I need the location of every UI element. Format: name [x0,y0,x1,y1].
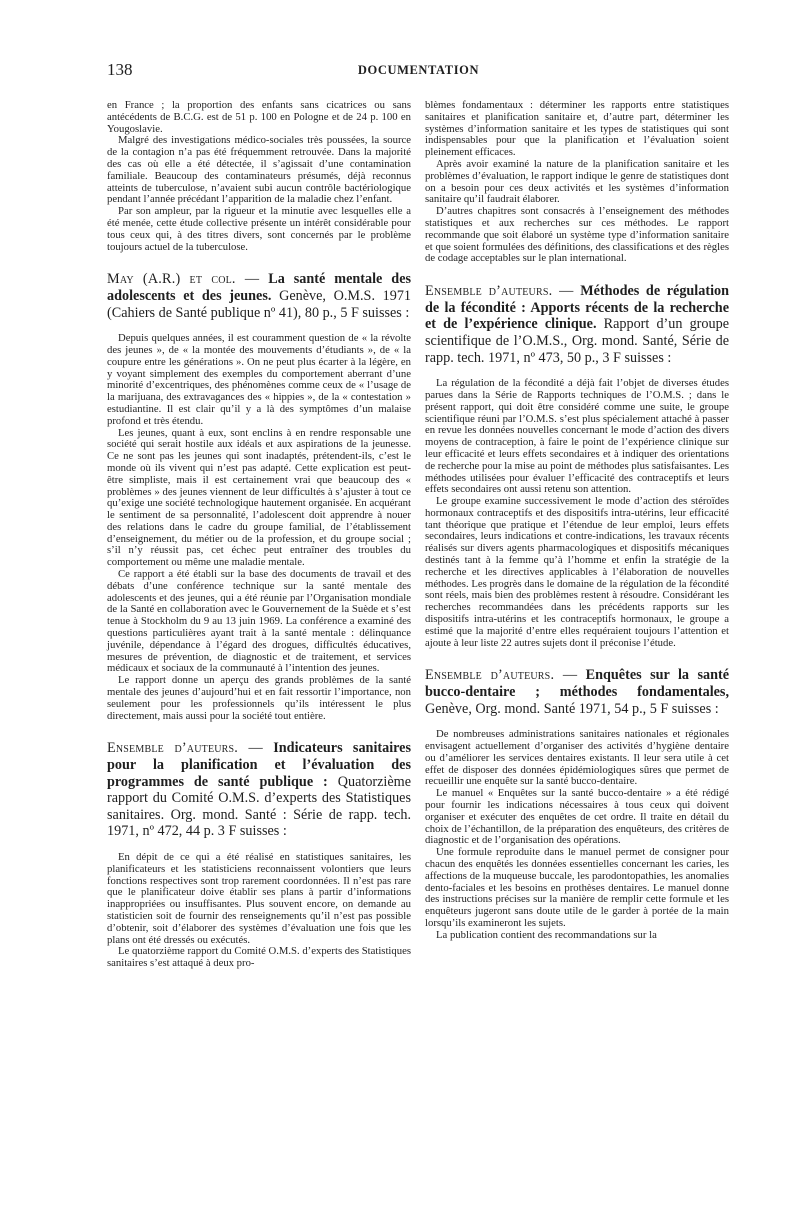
paragraph: Une formule reproduite dans le manuel permet de consigner pour chacun des enquêtés les données essentielles concernant les caries, les affections de la muqueuse buccale, les parodontopathies, les anomalies dento-faciales et les besoins en prothèses dentaires. Le manuel donne des instructions précises sur la manière de remplir cette formule et les enquêteurs jugeront sans doute utile de le garder à portée de la main lorsqu’ils examineront les sujets. [425,846,729,929]
entry-publication: Genève, Org. mond. Santé 1971, 54 p., 5 F suisses : [425,700,719,717]
running-title: DOCUMENTATION [357,63,480,77]
entry-publication: Rapport d’un groupe scientifique de l’O.M.S., Org. mond. Santé, Série de rapp. tech. 1971, nº 473, 50 p., 3 F suisses : [425,316,729,366]
entry-heading-indicateurs [107,740,411,840]
paragraph: Le manuel « Enquêtes sur la santé bucco-dentaire » a été rédigé pour fournir les indications nécessaires à tous ceux qui doivent organiser et exécuter des enquêtes de cet ordre. Il traite en détail du choix de l’échantillon, de la préparation des enquêteurs, des critères de diagnostic et de l’organisation des opérations. [425,787,729,847]
paragraph: La publication contient des recommandations sur la [436,928,657,941]
paragraph: La régulation de la fécondité a déjà fait l’objet de diverses études parues dans la Série de Rapports techniques de l’O.M.S. ; dans le présent rapport, qui doit être considéré comme une suite, le groupe scientifique réuni par l’O.M.S. s’est plus spécialement attaché à passer en revue les données nouvelles concernant le mode d’action des divers moyens de contraception, à faire le point de l’expérience clinique sur leur efficacité et leurs effets secondaires et à indiquer des orientations de recherche pour la mise au point de méthodes plus satisfaisantes. Les méthodes utilisées pour évaluer l’efficacité des contraceptifs et leurs effets secondaires ont aussi retenu son attention. [425,377,729,496]
entry-heading-bucco [425,667,729,717]
paragraph: en France ; la proportion des enfants sans cicatrices ou sans antécédents de B.C.G. est de 51 p. 100 en Pologne et de 24 p. 100 en Yougoslavie. [107,99,411,135]
entry-author: Ensemble d’auteurs. — [107,740,263,757]
entry-publication: Genève, O.M.S. 1971 (Cahiers de Santé publique nº 41), 80 p., 5 F suisses : [107,287,412,321]
paragraph: Le rapport donne un aperçu des grands problèmes de la santé mentale des jeunes d’aujourd’hui et en fait ressortir l’importance, non seulement pour les professionnels qu’ils intéressent le plus directement, mais aussi pour la société tout entière. [107,674,411,722]
paragraph: Par son ampleur, par la rigueur et la minutie avec lesquelles elle a été menée, cette étude collective présente un intérêt considérable pour tous ceux qui, à des titres divers, sont concernés par le problème toujours actuel de la tuberculose. [107,205,411,253]
paragraph: D’autres chapitres sont consacrés à l’enseignement des méthodes statistiques et aux recherches sur ces méthodes. Le rapport recommande que soit élaboré un système type d’information sanitaire et que soient formulées des définitions, des classifications et des règles de codage acceptables sur le plan international. [425,205,729,265]
right-column [425,100,729,942]
page-header [107,60,730,82]
entry-heading-fecondite [425,283,729,366]
entry-title: Indicateurs sanitaires pour la planification et l’évaluation des programmes de santé publique : [107,740,412,790]
left-column [107,100,411,970]
entry-author: Ensemble d’auteurs. — [425,667,578,684]
paragraph: Le groupe examine successivement le mode d’action des stéroïdes hormonaux contraceptifs et des dispositifs intra-utérins, leur efficacité tant théorique que pratique et l’étendue de leur emploi, leurs effets secondaires, leurs indications et contre-indications, les travaux récents réalisés sur divers agents pharmacologiques et dispositifs mécaniques destinés tant à la femme qu’à l’homme et enfin la stratégie de la recherche et les directives applicables à l’élaboration de nouvelles méthodes. Les progrès dans le domaine de la régulation de la fécondité sont réels, mais bien des problèmes restent à résoudre. Considérant les recherches recommandées dans les précédents rapports sur les dispositifs intra-utérins et les contraceptifs hormonaux, le groupe a estimé que la majorité d’entre elles requéraient toujours l’attention et ajoute à leur liste 22 autres sujets dont il préconise l’étude. [425,495,729,649]
paragraph: Les jeunes, quant à eux, sont enclins à en rendre responsable une société qui serait hostile aux idéals et aux aspirations de la jeunesse. Ce ne sont pas les jeunes qui sont inadaptés, prétendent-ils, c’est le monde où ils vivent qui n’est pas adapté. Cette explication est peut-être simpliste, mais il est certainement vrai que beaucoup des « problèmes » des jeunes viennent de leur difficultés à s’ajuster à tout ce qu’exige une société technologique hautement organisée. En acquérant le sentiment de sa personnalité, l’adolescent doit apprendre à nouer des relations dans le cadre du groupe familial, de l’établissement d’enseignement, du métier ou de la profession, et du groupe social ; s’il n’y réussit pas, cet échec peut entraîner des troubles du comportement ou même une maladie mentale. [107,426,411,569]
entry-author: May (A.R.) et col. — [107,271,260,288]
paragraph: Malgré des investigations médico-sociales très poussées, la source de la contagion n’a pas été fréquemment retrouvée. Dans la majorité des cas où elle a été détectée, il s’agissait d’une contamination familiale. Beaucoup des contaminateurs présumés, déjà reconnus atteints de tuberculose, n’avaient subi aucun contrôle bactériologique pendant l’année précédant l’apparition de la maladie chez l’enfant. [107,134,411,206]
paragraph: Le quatorzième rapport du Comité O.M.S. d’experts des Statistiques sanitaires s’est attaqué à deux pro- [107,945,411,970]
entry-author: Ensemble d’auteurs. — [425,283,574,300]
paragraph: Depuis quelques années, il est couramment question de « la révolte des jeunes », de « la montée des mouvements d’étudiants », de « la coupure entre les générations ». On ne peut plus écarter à la légère, en y voyant simplement des exemples du comportement aberrant d’une minorité d’excentriques, des phénomènes comme ceux de « l’usage de la marijuana, des extravagances des « hippies », de la « contestation » estudiantine. Il est clair qu’il y a là des symptômes d’un malaise profond et très étendu. [107,332,411,427]
paragraph: Après avoir examiné la nature de la planification sanitaire et les problèmes d’évaluation, le rapport indique le genre de statistiques dont on a besoin pour ces deux activités et les systèmes d’information sanitaire qu’il faudrait élaborer. [425,157,729,206]
entry-title: Méthodes de régulation de la fécondité : Apports récents de la recherche et de l’expérience clinique. [425,283,729,333]
paragraph: Ce rapport a été établi sur la base des documents de travail et des débats d’une conférence technique sur la santé mentale des adolescents et des jeunes, qui a été réunie par l’Organisation mondiale de la Santé en collaboration avec le Gouvernement de la Suède et s’est tenue à Stockholm du 9 au 13 juin 1969. La conférence a examiné des questions particulières ayant trait à la santé mentale : délinquance juvénile, dépendance à l’égard des drogues, difficultés éducatives, mesures de prévention, de diagnostic et de traitement, et services médicaux et sociaux de la communauté à l’intention des jeunes. [107,568,411,675]
paragraph: blèmes fondamentaux : déterminer les rapports entre statistiques sanitaires et planification sanitaire et, d’autre part, déterminer les systèmes d’information sanitaire et les types de statistiques qui sont indispensables pour que la planification et l’évaluation soient pleinement efficaces. [425,99,729,159]
paragraph: En dépit de ce qui a été réalisé en statistiques sanitaires, les planificateurs et les statisticiens reconnaissent volontiers que leurs fonctions respectives sont trop rarement coordonnées. Il n’est pas rare que le planificateur doive établir ses plans à partir d’informations inappropriées ou insuffisantes. Plus souvent encore, on demande au statisticien soit de fournir des renseignements qu’il n’est pas possible d’obtenir, soit d’élaborer des systèmes d’évaluation une fois que les plans ont été dressés ou exécutés. [107,851,411,946]
entry-title: Enquêtes sur la santé bucco-dentaire ; méthodes fondamentales, [425,667,729,701]
page-number: 138 [107,60,133,79]
entry-publication: Quatorzième rapport du Comité O.M.S. d’experts des Statistiques sanitaires. Org. mond. Santé : Série de rapp. tech. 1971, nº 472, 44 p. 3 F suisses : [107,773,411,840]
entry-heading-may [107,271,411,321]
entry-title: La santé mentale des adolescents et des jeunes. [107,271,412,304]
paragraph: De nombreuses administrations sanitaires nationales et régionales envisagent actuellement d’organiser des activités d’hygiène dentaire ou d’améliorer les services dentaires existants. Il leur sera utile à cet effet de disposer des données épidémiologiques sûres que permet de recueillir une enquête sur la santé bucco-dentaire. [425,728,729,788]
